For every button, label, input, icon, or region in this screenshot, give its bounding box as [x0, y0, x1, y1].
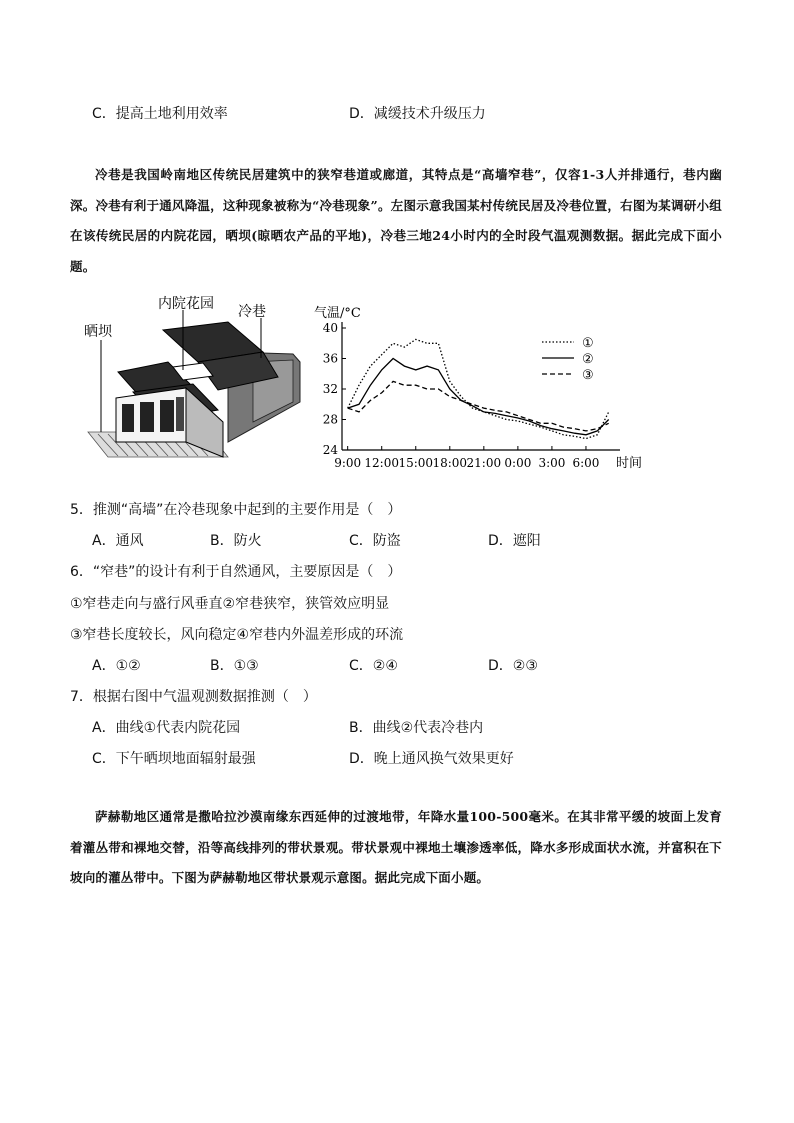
x-axis-label: 时间 — [616, 456, 643, 471]
q7-option-b[interactable]: B．曲线②代表冷巷内 — [349, 720, 484, 736]
x-tick-label: 21:00 — [466, 456, 502, 470]
series-line-1 — [348, 339, 609, 438]
q6-option-a[interactable]: A．①② — [92, 658, 141, 674]
prev-option-d: D．减缓技术升级压力 — [349, 106, 486, 122]
label-garden: 内院花园 — [158, 296, 214, 312]
x-tick-label: 12:00 — [364, 456, 400, 470]
y-tick-label: 32 — [322, 382, 338, 396]
temperature-chart — [310, 300, 650, 475]
q5-option-a[interactable]: A．通风 — [92, 533, 144, 549]
q5-option-b[interactable]: B．防火 — [210, 533, 262, 549]
legend-label-2: ② — [582, 352, 594, 367]
q5-option-c[interactable]: C．防盗 — [349, 533, 401, 549]
x-tick-label: 9:00 — [334, 456, 362, 470]
x-tick-label: 15:00 — [398, 456, 434, 470]
series-line-2 — [348, 359, 609, 435]
q6-option-d[interactable]: D．②③ — [488, 658, 538, 674]
label-drying: 晒坝 — [84, 324, 112, 340]
y-tick-label: 28 — [322, 412, 338, 427]
y-tick-label: 24 — [322, 443, 338, 457]
y-tick-label: 36 — [322, 351, 338, 366]
passage-cold-alley: 冷巷是我国岭南地区传统民居建筑中的狭窄巷道或廊道，其特点是“高墙窄巷”，仅容1-3人并排通行，巷内幽深。冷巷有利于通风降温，这种现象被称为“冷巷现象”。左图示意我国某村传统民居及冷巷位置，右图为某调研小组在该传统民居的内院花园，晒坝(晾晒农产品的平地)，冷巷三地24小时内的全时段气温观测数据。据此完成下面小题。 — [70, 167, 722, 274]
x-tick-label: 3:00 — [538, 456, 566, 470]
house-illustration — [78, 292, 308, 462]
legend-label-3: ③ — [582, 368, 594, 383]
x-tick-label: 18:00 — [432, 456, 468, 470]
q7-option-d[interactable]: D．晚上通风换气效果更好 — [349, 751, 514, 767]
series-line-3 — [348, 381, 609, 431]
y-tick-label: 40 — [322, 321, 338, 335]
q6-option-b[interactable]: B．①③ — [210, 658, 259, 674]
q6-option-c[interactable]: C．②④ — [349, 658, 398, 674]
q5-option-d[interactable]: D．遮阳 — [488, 533, 541, 549]
q7-option-a[interactable]: A．曲线①代表内院花园 — [92, 720, 241, 736]
prev-option-c: C．提高土地利用效率 — [92, 106, 228, 122]
q6-stem: 6．“窄巷”的设计有利于自然通风，主要原因是（ ） — [70, 564, 402, 580]
x-tick-label: 0:00 — [504, 456, 532, 470]
q6-line1: ①窄巷走向与盛行风垂直②窄巷狭窄，狭管效应明显 — [70, 596, 390, 612]
passage-sahel: 萨赫勒地区通常是撒哈拉沙漠南缘东西延伸的过渡地带，年降水量100-500毫米。在其非常平缓的坡面上发育着灌丛带和裸地交替，沿等高线排列的带状景观。带状景观中裸地土壤渗透率低，降水多形成面状水流，并富积在下坡向的灌丛带中。下图为萨赫勒地区带状景观示意图。据此完成下面小题。 — [70, 809, 722, 885]
q7-option-c[interactable]: C．下午晒坝地面辐射最强 — [92, 751, 256, 767]
label-alley: 冷巷 — [238, 304, 266, 320]
legend-label-1: ① — [582, 336, 594, 351]
q7-stem: 7．根据右图中气温观测数据推测（ ） — [70, 689, 317, 705]
q6-line2: ③窄巷长度较长，风向稳定④窄巷内外温差形成的环流 — [70, 627, 404, 643]
q5-stem: 5．推测“高墙”在冷巷现象中起到的主要作用是（ ） — [70, 502, 402, 518]
y-axis-label: 气温/°C — [314, 306, 361, 321]
x-tick-label: 6:00 — [572, 456, 600, 470]
